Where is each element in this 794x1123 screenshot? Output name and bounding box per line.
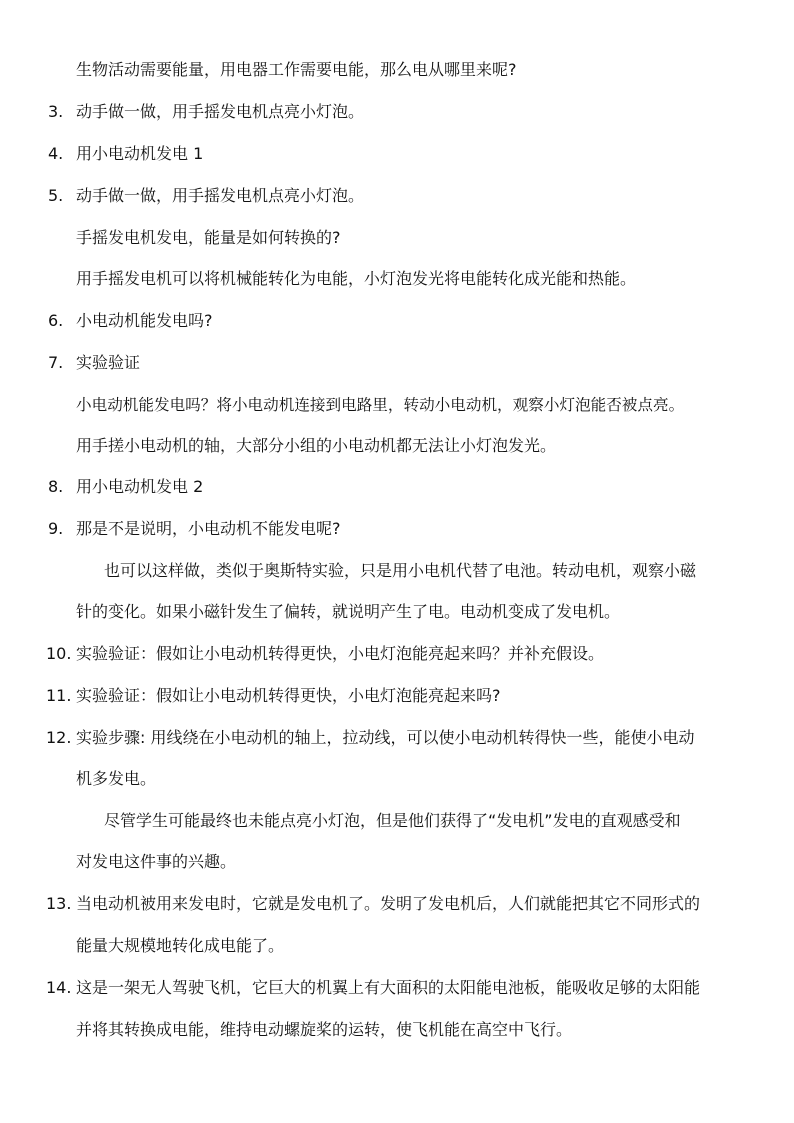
- line-text: 针的变化。如果小磁针发生了偏转，就说明产生了电。电动机变成了发电机。: [76, 602, 621, 621]
- list-number: 5.: [48, 186, 64, 205]
- line-text: 这是一架无人驾驶飞机，它巨大的机翼上有大面积的太阳能电池板，能吸收足够的太阳能: [76, 978, 701, 997]
- list-number: 7.: [48, 353, 64, 372]
- list-number: 4.: [48, 144, 64, 163]
- line-text: 小电动机能发电吗?: [76, 311, 213, 330]
- line-text: 能量大规模地转化成电能了。: [76, 936, 285, 955]
- line-text: 生物活动需要能量，用电器工作需要电能，那么电从哪里来呢?: [76, 60, 517, 79]
- line-text: 实验验证：假如让小电动机转得更快，小电灯泡能亮起来吗?: [76, 686, 501, 705]
- list-number: 12.: [46, 728, 72, 747]
- line-text: 并将其转换成电能，维持电动螺旋桨的运转，使飞机能在高空中飞行。: [76, 1020, 573, 1039]
- line-text: 用手摇发电机可以将机械能转化为电能，小灯泡发光将电能转化成光能和热能。: [76, 269, 637, 288]
- line-text: 实验步骤: 用线绕在小电动机的轴上，拉动线，可以使小电动机转得快一些，能使小电动: [76, 728, 695, 747]
- line-text: 对发电这件事的兴趣。: [76, 852, 237, 871]
- list-number: 11.: [46, 686, 72, 705]
- list-number: 8.: [48, 477, 64, 496]
- line-text: 也可以这样做，类似于奥斯特实验，只是用小电机代替了电池。转动电机，观察小磁: [104, 561, 697, 580]
- line-text: 用小电动机发电 1: [76, 144, 204, 163]
- line-text: 用小电动机发电 2: [76, 477, 204, 496]
- line-text: 小电动机能发电吗？将小电动机连接到电路里，转动小电动机，观察小灯泡能否被点亮。: [76, 396, 685, 414]
- list-number: 3.: [48, 102, 64, 121]
- line-text: 动手做一做，用手摇发电机点亮小灯泡。: [76, 186, 365, 205]
- line-text: 尽管学生可能最终也未能点亮小灯泡，但是他们获得了“发电机”发电的直观感受和: [104, 811, 681, 830]
- line-text: 实验验证：假如让小电动机转得更快，小电灯泡能亮起来吗？并补充假设。: [76, 644, 605, 663]
- line-text: 那是不是说明，小电动机不能发电呢?: [76, 519, 341, 538]
- list-number: 10.: [46, 644, 72, 663]
- line-text: 手摇发电机发电，能量是如何转换的?: [76, 228, 341, 247]
- list-number: 6.: [48, 311, 64, 330]
- list-number: 13.: [46, 894, 72, 913]
- list-number: 14.: [46, 978, 72, 997]
- line-text: 用手搓小电动机的轴，大部分小组的小电动机都无法让小灯泡发光。: [76, 436, 557, 455]
- line-text: 实验验证: [76, 353, 141, 372]
- line-text: 机多发电。: [76, 769, 157, 788]
- list-number: 9.: [48, 519, 64, 538]
- line-text: 动手做一做，用手摇发电机点亮小灯泡。: [76, 102, 365, 121]
- line-text: 当电动机被用来发电时，它就是发电机了。发明了发电机后，人们就能把其它不同形式的: [76, 894, 701, 913]
